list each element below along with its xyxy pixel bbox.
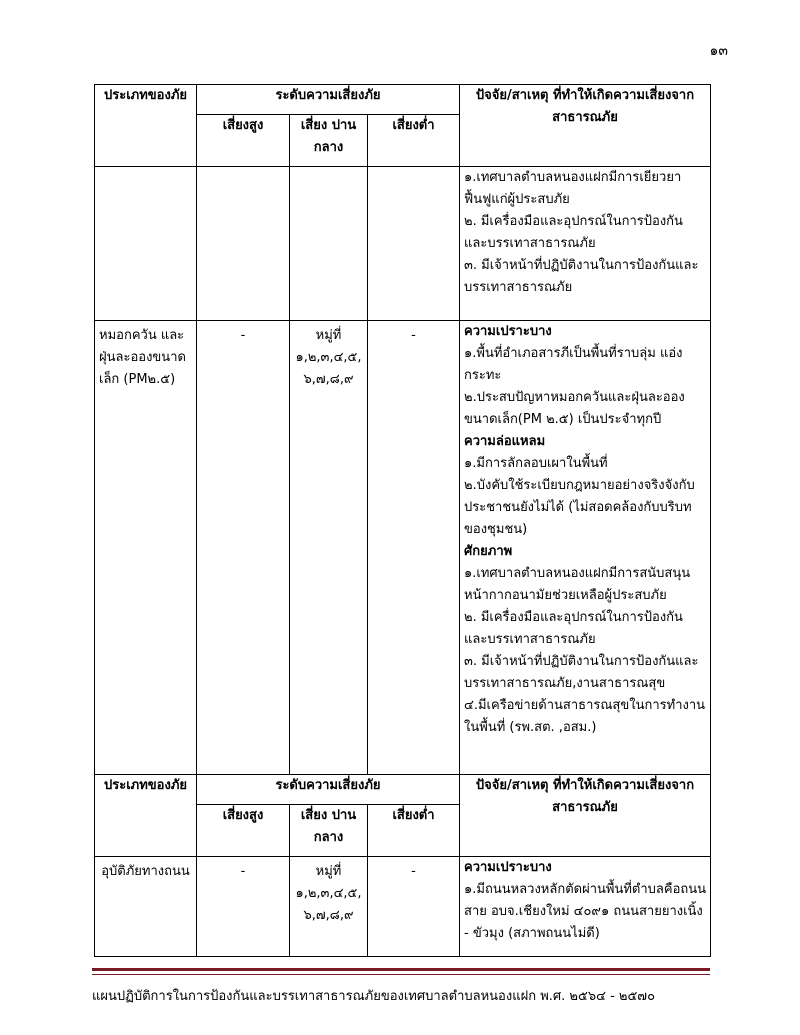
header-risk-high: เสี่ยงสูง <box>197 115 290 167</box>
factor-line: ๔.มีเครือข่ายด้านสาธารณสุขในการทำงานในพื้นที่ (รพ.สต. ,อสม.) <box>464 698 706 735</box>
risk-high-cell <box>197 167 290 321</box>
risk-medium-cell <box>290 167 368 321</box>
header-row-1 <box>95 85 711 115</box>
factor-heading-capacity: ศักยภาพ <box>464 544 513 559</box>
hazard-cell: หมอกควัน และฝุ่นละอองขนาดเล็ก (PM๒.๕) <box>95 321 197 775</box>
factor-line: ๓. มีเจ้าหน้าที่ปฏิบัติงานในการป้องกันและบรรเทาสาธารณภัย <box>464 258 699 295</box>
risk-low-cell <box>368 167 460 321</box>
factor-line: ๒. มีเครื่องมือและอุปกรณ์ในการป้องกันและบรรเทาสาธารณภัย <box>464 610 683 647</box>
header-factors-line1: ปัจจัย/สาเหตุ ที่ทำให้เกิดความเสี่ยงจาก <box>475 778 695 793</box>
header-hazard-type: ประเภทของภัย <box>95 775 197 857</box>
header-row-1-repeat <box>95 775 711 805</box>
risk-low-cell: - <box>368 321 460 775</box>
risk-low-cell: - <box>368 857 460 957</box>
page-number: ๑๓ <box>709 43 728 59</box>
header-risk-low: เสี่ยงต่ำ <box>368 805 460 857</box>
factor-line: ๒. มีเครื่องมือและอุปกรณ์ในการป้องกันและบรรเทาสาธารณภัย <box>464 214 683 251</box>
header-risk-low: เสี่ยงต่ำ <box>368 115 460 167</box>
factor-line: ๒.ประสบปัญหาหมอกควันและฝุ่นละอองขนาดเล็ก(PM ๒.๕) เป็นประจำทุกปี <box>464 390 685 427</box>
footer-text: แผนปฏิบัติการในการป้องกันและบรรเทาสาธารณภัยของเทศบาลตำบลหนองแฝก พ.ศ. ๒๕๖๔ - ๒๕๗๐ <box>92 989 656 1004</box>
header-factors <box>460 775 711 857</box>
factor-line: ๓. มีเจ้าหน้าที่ปฏิบัติงานในการป้องกันและบรรเทาสาธารณภัย,งานสาธารณสุข <box>464 654 699 691</box>
hazard-cell: อุบัติภัยทางถนน <box>95 857 197 957</box>
factor-line: ๑.มีถนนหลวงหลักตัดผ่านพื้นที่ตำบลคือถนนสาย อบจ.เชียงใหม่ ๔๐๙๑ ถนนสายยางเนิ้ง - ขัวมุง (สภาพถนนไม่ดี) <box>464 882 707 941</box>
hazard-cell <box>95 167 197 321</box>
factor-heading-vulnerability: ความเปราะบาง <box>464 860 552 875</box>
factor-heading-vulnerability: ความเปราะบาง <box>464 324 552 339</box>
risk-high-cell: - <box>197 321 290 775</box>
risk-table <box>94 84 711 957</box>
factor-line: ๒.บังคับใช้ระเบียบกฎหมายอย่างจริงจังกับประชาชนยังไม่ได้ (ไม่สอดคล้องกับบริบทของชุมชน) <box>464 478 695 537</box>
header-factors-line1: ปัจจัย/สาเหตุ ที่ทำให้เกิดความเสี่ยงจาก <box>475 88 695 103</box>
header-risk-medium: เสี่ยง ปานกลาง <box>290 805 368 857</box>
header-risk-medium: เสี่ยง ปานกลาง <box>290 115 368 167</box>
factor-line: ๑.เทศบาลตำบลหนองแฝกมีการเยียวยาฟื้นฟูแก่ผู้ประสบภัย <box>464 170 682 207</box>
factors-cell <box>460 167 711 321</box>
header-risk-level: ระดับความเสี่ยงภัย <box>197 85 460 115</box>
factor-heading-exposure: ความล่อแหลม <box>464 434 546 449</box>
factor-line: ๑.มีการลักลอบเผาในพื้นที่ <box>464 456 608 471</box>
table-row <box>95 321 711 775</box>
factors-cell <box>460 857 711 957</box>
footer-rule-thin <box>92 974 710 975</box>
header-factors-line2: สาธารณภัย <box>552 110 618 125</box>
factor-line: ๑.พื้นที่อำเภอสารภีเป็นพื้นที่ราบลุ่ม แอ่งกระทะ <box>464 346 683 383</box>
footer-rule-thick <box>92 968 710 971</box>
table-row <box>95 857 711 957</box>
risk-medium-cell: หมู่ที่ ๑,๒,๓,๔,๕, ๖,๗,๘,๙ <box>290 321 368 775</box>
factor-line: ๑.เทศบาลตำบลหนองแฝกมีการสนับสนุนหน้ากากอนามัยช่วยเหลือผู้ประสบภัย <box>464 566 691 603</box>
table-row <box>95 167 711 321</box>
header-factors <box>460 85 711 167</box>
risk-high-cell: - <box>197 857 290 957</box>
header-hazard-type: ประเภทของภัย <box>95 85 197 167</box>
factors-cell <box>460 321 711 775</box>
header-risk-high: เสี่ยงสูง <box>197 805 290 857</box>
risk-table-body <box>95 85 711 957</box>
header-factors-line2: สาธารณภัย <box>552 800 618 815</box>
risk-medium-cell: หมู่ที่ ๑,๒,๓,๔,๕, ๖,๗,๘,๙ <box>290 857 368 957</box>
header-risk-level: ระดับความเสี่ยงภัย <box>197 775 460 805</box>
